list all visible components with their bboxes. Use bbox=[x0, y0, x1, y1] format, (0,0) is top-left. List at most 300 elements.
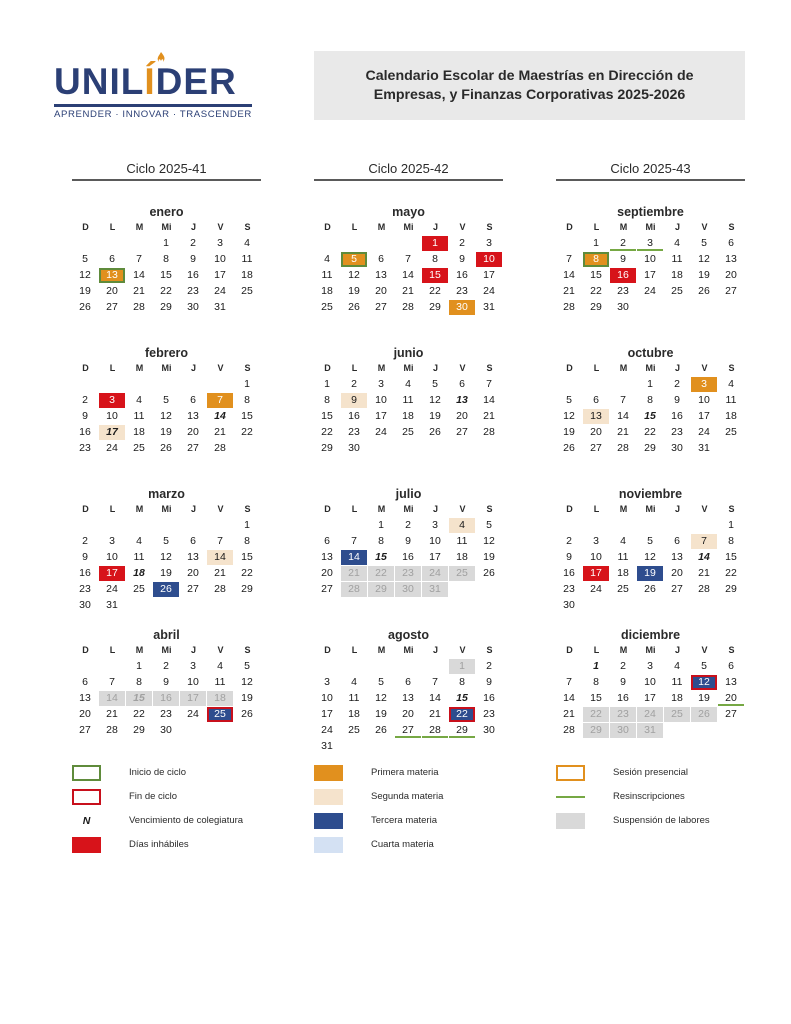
day-cell: 18 bbox=[725, 410, 737, 422]
day-cell: 17 bbox=[321, 708, 333, 720]
day-cell: 13 bbox=[375, 269, 387, 281]
day-cell: 30 bbox=[617, 301, 629, 313]
weekday-header: M bbox=[377, 504, 386, 514]
day-cell: 28 bbox=[483, 426, 495, 438]
day-cell: 8 bbox=[244, 394, 250, 406]
weekday-header: M bbox=[135, 645, 144, 655]
day-cell: 30 bbox=[348, 442, 360, 454]
day-cell: 24 bbox=[483, 285, 495, 297]
weekday-header: L bbox=[351, 222, 358, 232]
weekday-header: D bbox=[82, 645, 89, 655]
cycle-column-41 bbox=[72, 160, 261, 736]
day-cell: 23 bbox=[79, 583, 91, 595]
day-cell: 6 bbox=[728, 660, 734, 672]
weekday-header: L bbox=[109, 645, 116, 655]
logo-wordmark: UNILÍDER bbox=[54, 61, 237, 102]
day-cell: 10 bbox=[698, 394, 710, 406]
legend-label: Segunda materia bbox=[371, 791, 444, 802]
day-cell: 11 bbox=[725, 394, 737, 406]
day-cell: 30 bbox=[160, 724, 172, 736]
day-cell: 21 bbox=[133, 285, 145, 297]
day-cell: 13 bbox=[456, 394, 468, 406]
day-cell: 5 bbox=[486, 519, 492, 531]
legend-label: Fin de ciclo bbox=[129, 791, 178, 802]
day-cell: 25 bbox=[133, 583, 145, 595]
day-cell: 20 bbox=[375, 285, 387, 297]
day-cell: 15 bbox=[422, 268, 448, 283]
day-cell: 28 bbox=[106, 724, 118, 736]
day-cell: 6 bbox=[190, 394, 196, 406]
day-cell: 15 bbox=[590, 269, 602, 281]
legend-label: Primera materia bbox=[371, 767, 439, 778]
day-cell: 10 bbox=[644, 676, 656, 688]
day-cell: 2 bbox=[610, 236, 636, 251]
day-cell: 6 bbox=[82, 676, 88, 688]
cycle-divider bbox=[72, 179, 261, 181]
day-cell: 29 bbox=[725, 583, 737, 595]
day-cell: 16 bbox=[671, 410, 683, 422]
day-cell: 11 bbox=[241, 253, 253, 265]
day-cell: 27 bbox=[321, 583, 333, 595]
day-cell: 25 bbox=[402, 426, 414, 438]
day-cell: 18 bbox=[133, 426, 145, 438]
weekday-header: Mi bbox=[161, 504, 172, 514]
weekday-header: L bbox=[109, 504, 116, 514]
legend-swatch bbox=[72, 789, 101, 805]
day-cell: 24 bbox=[106, 583, 118, 595]
day-cell: 30 bbox=[79, 599, 91, 611]
day-cell: 21 bbox=[106, 708, 118, 720]
day-cell: 10 bbox=[187, 676, 199, 688]
weekday-header: J bbox=[432, 645, 438, 655]
day-cell: 26 bbox=[241, 708, 253, 720]
day-cell: 4 bbox=[351, 676, 357, 688]
day-cell: 19 bbox=[348, 285, 360, 297]
day-cell: 22 bbox=[590, 285, 602, 297]
day-cell: 22 bbox=[241, 426, 253, 438]
day-cell: 27 bbox=[725, 708, 737, 720]
logo-tagline: APRENDER · INNOVAR · TRASCENDER bbox=[54, 109, 252, 120]
day-cell: 20 bbox=[456, 410, 468, 422]
weekday-header: V bbox=[217, 504, 224, 514]
day-cell: 9 bbox=[674, 394, 680, 406]
day-cell: 22 bbox=[160, 285, 172, 297]
day-cell: 22 bbox=[583, 707, 609, 722]
weekday-header: Mi bbox=[403, 363, 414, 373]
day-cell: 9 bbox=[163, 676, 169, 688]
day-cell: 31 bbox=[483, 301, 495, 313]
day-cell: 7 bbox=[207, 393, 233, 408]
day-cell: 30 bbox=[187, 301, 199, 313]
day-cell: 14 bbox=[563, 269, 575, 281]
day-cell: 3 bbox=[324, 676, 330, 688]
month-name: diciembre bbox=[620, 628, 681, 642]
day-cell: 2 bbox=[486, 660, 492, 672]
day-cell: 7 bbox=[566, 253, 572, 265]
day-cell: 1 bbox=[647, 378, 653, 390]
day-cell: 3 bbox=[378, 378, 384, 390]
day-cell: 18 bbox=[241, 269, 253, 281]
day-cell: 16 bbox=[563, 567, 575, 579]
day-cell: 8 bbox=[459, 676, 465, 688]
day-cell: 17 bbox=[644, 269, 656, 281]
day-cell: 13 bbox=[583, 409, 609, 424]
weekday-header: Mi bbox=[403, 504, 414, 514]
day-cell: 4 bbox=[244, 237, 250, 249]
day-cell: 2 bbox=[459, 237, 465, 249]
day-cell: 1 bbox=[378, 519, 384, 531]
day-cell: 2 bbox=[351, 378, 357, 390]
month-name: septiembre bbox=[617, 205, 684, 219]
day-cell: 26 bbox=[429, 426, 441, 438]
day-cell: 11 bbox=[133, 410, 145, 422]
weekday-header: J bbox=[674, 645, 680, 655]
month-name: octubre bbox=[627, 346, 674, 360]
day-cell: 16 bbox=[402, 551, 414, 563]
day-cell: 13 bbox=[187, 410, 199, 422]
weekday-header: V bbox=[217, 363, 224, 373]
day-cell: 6 bbox=[324, 535, 330, 547]
weekday-header: S bbox=[486, 222, 493, 232]
day-cell: 25 bbox=[449, 566, 475, 581]
legend-label: Suspensión de labores bbox=[613, 815, 710, 826]
weekday-header: J bbox=[190, 222, 196, 232]
day-cell: 19 bbox=[79, 285, 91, 297]
day-cell: 28 bbox=[563, 724, 575, 736]
day-cell: 18 bbox=[321, 285, 333, 297]
day-cell: 10 bbox=[375, 394, 387, 406]
day-cell: 17 bbox=[99, 566, 125, 581]
day-cell: 22 bbox=[321, 426, 333, 438]
day-cell: 21 bbox=[698, 567, 710, 579]
page-title: Calendario Escolar de Maestrías en Dirección de Empresas, y Finanzas Corporativas 2025-2026 bbox=[365, 67, 694, 103]
weekday-header: D bbox=[324, 504, 331, 514]
day-cell: 23 bbox=[187, 285, 199, 297]
weekday-header: L bbox=[351, 504, 358, 514]
day-cell: 11 bbox=[671, 676, 683, 688]
legend-swatch bbox=[314, 789, 343, 805]
weekday-header: M bbox=[619, 504, 628, 514]
day-cell: 8 bbox=[378, 535, 384, 547]
day-cell: 15 bbox=[725, 551, 737, 563]
day-cell: 14 bbox=[99, 691, 125, 706]
day-cell: 29 bbox=[590, 301, 602, 313]
weekday-header: L bbox=[593, 222, 600, 232]
day-cell: 21 bbox=[563, 285, 575, 297]
day-cell: 3 bbox=[109, 535, 115, 547]
day-cell: 7 bbox=[109, 676, 115, 688]
day-cell: 17 bbox=[583, 566, 609, 581]
day-cell: 17 bbox=[375, 410, 387, 422]
day-cell: 23 bbox=[456, 285, 468, 297]
day-cell: 12 bbox=[160, 551, 172, 563]
day-cell: 6 bbox=[593, 394, 599, 406]
weekday-header: D bbox=[82, 363, 89, 373]
day-cell: 12 bbox=[563, 410, 575, 422]
day-cell: 2 bbox=[674, 378, 680, 390]
weekday-header: M bbox=[135, 363, 144, 373]
day-cell: 27 bbox=[456, 426, 468, 438]
day-cell: 3 bbox=[647, 660, 653, 672]
day-cell: 15 bbox=[375, 551, 387, 563]
day-cell: 9 bbox=[620, 253, 626, 265]
day-cell: 9 bbox=[566, 551, 572, 563]
day-cell: 27 bbox=[395, 723, 421, 738]
day-cell: 14 bbox=[698, 551, 710, 563]
day-cell: 30 bbox=[610, 723, 636, 738]
weekday-header: J bbox=[190, 645, 196, 655]
day-cell: 19 bbox=[375, 708, 387, 720]
day-cell: 18 bbox=[456, 551, 468, 563]
day-cell: 9 bbox=[341, 393, 367, 408]
day-cell: 19 bbox=[241, 692, 253, 704]
legend-swatch bbox=[556, 765, 585, 781]
weekday-header: S bbox=[244, 363, 251, 373]
legend-label: Resinscripciones bbox=[613, 791, 685, 802]
day-cell: 5 bbox=[163, 394, 169, 406]
day-cell: 10 bbox=[106, 551, 118, 563]
day-cell: 10 bbox=[321, 692, 333, 704]
day-cell: 16 bbox=[483, 692, 495, 704]
day-cell: 9 bbox=[190, 253, 196, 265]
day-cell: 5 bbox=[566, 394, 572, 406]
legend-label: Vencimiento de colegiatura bbox=[129, 815, 244, 826]
day-cell: 14 bbox=[429, 692, 441, 704]
day-cell: 27 bbox=[671, 583, 683, 595]
weekday-header: J bbox=[190, 504, 196, 514]
day-cell: 25 bbox=[133, 442, 145, 454]
day-cell: 30 bbox=[671, 442, 683, 454]
day-cell: 8 bbox=[647, 394, 653, 406]
weekday-header: J bbox=[190, 363, 196, 373]
day-cell: 26 bbox=[79, 301, 91, 313]
weekday-header: Mi bbox=[161, 363, 172, 373]
cycle-divider bbox=[314, 179, 503, 181]
day-cell: 17 bbox=[180, 691, 206, 706]
day-cell: 1 bbox=[593, 237, 599, 249]
weekday-header: S bbox=[244, 645, 251, 655]
day-cell: 11 bbox=[321, 269, 333, 281]
day-cell: 29 bbox=[644, 442, 656, 454]
day-cell: 3 bbox=[190, 660, 196, 672]
day-cell: 31 bbox=[106, 599, 118, 611]
day-cell: 1 bbox=[593, 660, 599, 672]
weekday-header: S bbox=[486, 504, 493, 514]
day-cell: 24 bbox=[375, 426, 387, 438]
day-cell: 12 bbox=[160, 410, 172, 422]
day-cell: 22 bbox=[133, 708, 145, 720]
day-cell: 14 bbox=[207, 550, 233, 565]
logo-underline bbox=[54, 104, 252, 107]
day-cell: 15 bbox=[456, 692, 468, 704]
day-cell: 28 bbox=[563, 301, 575, 313]
day-cell: 22 bbox=[725, 567, 737, 579]
day-cell: 25 bbox=[207, 707, 233, 722]
day-cell: 2 bbox=[405, 519, 411, 531]
day-cell: 31 bbox=[698, 442, 710, 454]
day-cell: 13 bbox=[187, 551, 199, 563]
day-cell: 8 bbox=[244, 535, 250, 547]
day-cell: 9 bbox=[620, 676, 626, 688]
day-cell: 26 bbox=[160, 442, 172, 454]
weekday-header: V bbox=[459, 504, 466, 514]
cycle-column-43 bbox=[556, 160, 745, 736]
cycle-title: Ciclo 2025-42 bbox=[368, 161, 449, 176]
day-cell: 28 bbox=[214, 442, 226, 454]
day-cell: 26 bbox=[483, 567, 495, 579]
day-cell: 24 bbox=[187, 708, 199, 720]
day-cell: 5 bbox=[341, 252, 367, 267]
day-cell: 21 bbox=[429, 708, 441, 720]
day-cell: 5 bbox=[701, 660, 707, 672]
day-cell: 12 bbox=[375, 692, 387, 704]
day-cell: 9 bbox=[82, 551, 88, 563]
day-cell: 14 bbox=[563, 692, 575, 704]
day-cell: 20 bbox=[718, 691, 744, 706]
day-cell: 8 bbox=[136, 676, 142, 688]
weekday-header: Mi bbox=[403, 222, 414, 232]
day-cell: 17 bbox=[483, 269, 495, 281]
day-cell: 1 bbox=[244, 378, 250, 390]
day-cell: 29 bbox=[160, 301, 172, 313]
weekday-header: L bbox=[593, 504, 600, 514]
day-cell: 5 bbox=[82, 253, 88, 265]
day-cell: 19 bbox=[637, 566, 663, 581]
day-cell: 20 bbox=[187, 567, 199, 579]
day-cell: 17 bbox=[99, 425, 125, 440]
weekday-header: M bbox=[377, 645, 386, 655]
day-cell: 14 bbox=[133, 269, 145, 281]
day-cell: 16 bbox=[79, 567, 91, 579]
weekday-header: M bbox=[135, 504, 144, 514]
day-cell: 31 bbox=[214, 301, 226, 313]
day-cell: 13 bbox=[671, 551, 683, 563]
day-cell: 8 bbox=[728, 535, 734, 547]
day-cell: 27 bbox=[375, 301, 387, 313]
day-cell: 24 bbox=[321, 724, 333, 736]
day-cell: 8 bbox=[593, 676, 599, 688]
day-cell: 15 bbox=[241, 410, 253, 422]
unilider-logo bbox=[54, 50, 258, 124]
day-cell: 1 bbox=[244, 519, 250, 531]
day-cell: 31 bbox=[637, 723, 663, 738]
day-cell: 19 bbox=[429, 410, 441, 422]
day-cell: 22 bbox=[644, 426, 656, 438]
day-cell: 30 bbox=[483, 724, 495, 736]
day-cell: 23 bbox=[610, 707, 636, 722]
day-cell: 10 bbox=[644, 253, 656, 265]
weekday-header: D bbox=[82, 222, 89, 232]
day-cell: 28 bbox=[402, 301, 414, 313]
day-cell: 15 bbox=[644, 410, 656, 422]
day-cell: 15 bbox=[590, 692, 602, 704]
day-cell: 1 bbox=[163, 237, 169, 249]
weekday-header: Mi bbox=[161, 645, 172, 655]
weekday-header: L bbox=[109, 222, 116, 232]
day-cell: 3 bbox=[593, 535, 599, 547]
title-banner bbox=[314, 51, 745, 120]
day-cell: 4 bbox=[217, 660, 223, 672]
day-cell: 12 bbox=[644, 551, 656, 563]
day-cell: 25 bbox=[671, 285, 683, 297]
day-cell: 7 bbox=[486, 378, 492, 390]
weekday-header: D bbox=[324, 363, 331, 373]
legend-swatch bbox=[314, 837, 343, 853]
day-cell: 5 bbox=[244, 660, 250, 672]
day-cell: 12 bbox=[698, 253, 710, 265]
day-cell: 20 bbox=[187, 426, 199, 438]
flame-icon bbox=[155, 52, 167, 66]
day-cell: 17 bbox=[214, 269, 226, 281]
day-cell: 1 bbox=[136, 660, 142, 672]
day-cell: 21 bbox=[563, 708, 575, 720]
day-cell: 21 bbox=[214, 426, 226, 438]
day-cell: 7 bbox=[432, 676, 438, 688]
weekday-header: S bbox=[486, 363, 493, 373]
month-name: noviembre bbox=[618, 487, 683, 501]
day-cell: 28 bbox=[133, 301, 145, 313]
legend-swatch bbox=[314, 765, 343, 781]
weekday-header: M bbox=[619, 222, 628, 232]
weekday-header: V bbox=[701, 222, 708, 232]
day-cell: 11 bbox=[671, 253, 683, 265]
day-cell: 5 bbox=[701, 237, 707, 249]
day-cell: 6 bbox=[728, 237, 734, 249]
day-cell: 10 bbox=[106, 410, 118, 422]
day-cell: 21 bbox=[483, 410, 495, 422]
day-cell: 12 bbox=[79, 269, 91, 281]
day-cell: 23 bbox=[395, 566, 421, 581]
weekday-header: J bbox=[674, 504, 680, 514]
day-cell: 5 bbox=[378, 676, 384, 688]
day-cell: 16 bbox=[79, 426, 91, 438]
day-cell: 7 bbox=[217, 535, 223, 547]
day-cell: 26 bbox=[563, 442, 575, 454]
day-cell: 23 bbox=[348, 426, 360, 438]
day-cell: 25 bbox=[321, 301, 333, 313]
day-cell: 19 bbox=[698, 269, 710, 281]
weekday-header: Mi bbox=[645, 645, 656, 655]
day-cell: 19 bbox=[698, 692, 710, 704]
month-name: abril bbox=[153, 628, 180, 642]
day-cell: 3 bbox=[691, 377, 717, 392]
weekday-header: V bbox=[459, 222, 466, 232]
day-cell: 11 bbox=[617, 551, 629, 563]
day-cell: 14 bbox=[402, 269, 414, 281]
day-cell: 20 bbox=[590, 426, 602, 438]
weekday-header: Mi bbox=[403, 645, 414, 655]
month-name: febrero bbox=[144, 346, 189, 360]
day-cell: 13 bbox=[79, 692, 91, 704]
day-cell: 12 bbox=[691, 675, 717, 690]
weekday-header: Mi bbox=[645, 222, 656, 232]
weekday-header: M bbox=[135, 222, 144, 232]
month-name: julio bbox=[395, 487, 422, 501]
day-cell: 30 bbox=[563, 599, 575, 611]
day-cell: 28 bbox=[422, 723, 448, 738]
day-cell: 19 bbox=[160, 567, 172, 579]
day-cell: 10 bbox=[476, 252, 502, 267]
day-cell: 12 bbox=[483, 535, 495, 547]
legend-label: Inicio de ciclo bbox=[129, 767, 187, 778]
day-cell: 6 bbox=[378, 253, 384, 265]
day-cell: 27 bbox=[725, 285, 737, 297]
day-cell: 24 bbox=[644, 285, 656, 297]
day-cell: 12 bbox=[429, 394, 441, 406]
legend-label: Sesión presencial bbox=[613, 767, 688, 778]
day-cell: 21 bbox=[214, 567, 226, 579]
weekday-header: M bbox=[377, 363, 386, 373]
